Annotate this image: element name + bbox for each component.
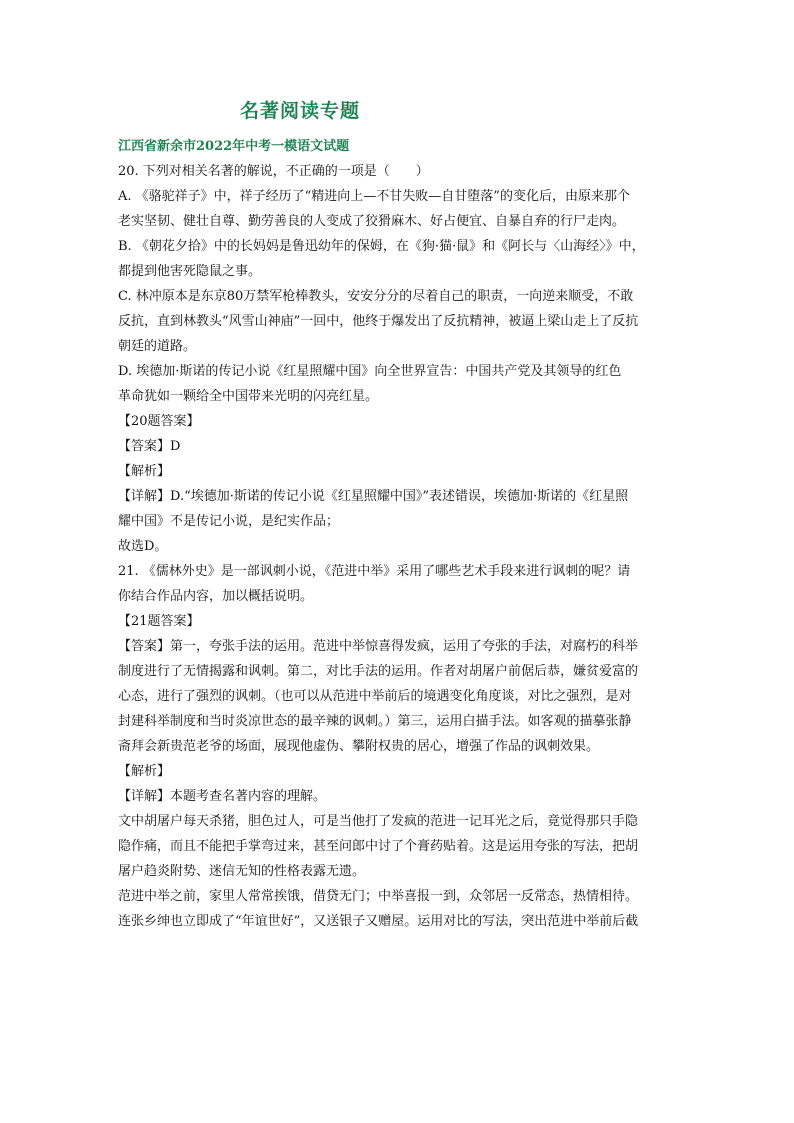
text-line: 心态，进行了强烈的讽刺。（也可以从范进中举前后的境遇变化角度谈，对比之强烈，是对 [118, 689, 632, 704]
text-line: D. 埃德加·斯诺的传记小说《红星照耀中国》向全世界宣告：中国共产党及其领导的红色 [118, 364, 622, 379]
text-line: 隐作痛，而且不能把手掌弯过来，甚至问郎中讨了个膏药贴着。这是运用夸张的写法，把胡 [118, 839, 639, 854]
text-line: 【答案】D [118, 439, 181, 454]
text-line: 【20题答案】 [118, 414, 200, 429]
text-line: 连张乡绅也立即成了“年谊世好”，又送银子又赠屋。运用对比的写法，突出范进中举前后截 [118, 914, 639, 929]
text-line: 【21题答案】 [118, 614, 200, 629]
text-line: 【详解】本题考查名著内容的理解。 [118, 789, 327, 804]
text-line: 文中胡屠户每天杀猪，胆色过人，可是当他打了发疯的范进一记耳光之后，竟觉得那只手隐 [118, 814, 639, 829]
document-body [118, 134, 678, 934]
text-line: 耀中国》不是传记小说，是纪实作品； [118, 514, 340, 529]
text-line: 范进中举之前，家里人常常挨饿，借贷无门；中举喜报一到，众邻居一反常态，热情相待。 [118, 889, 639, 904]
text-line: 斋拜会新贵范老爷的场面，展现他虚伪、攀附权贵的居心，增强了作品的讽刺效果。 [118, 739, 600, 754]
text-line: C. 林冲原本是东京80万禁军枪棒教头，安安分分的尽着自己的职责，一向逆来顺受，不敢 [118, 289, 634, 304]
text-line: 【详解】D.“埃德加·斯诺的传记小说《红星照耀中国》”表述错误，埃德加·斯诺的《红星照 [118, 489, 629, 504]
text-line: 故选D。 [118, 539, 168, 554]
text-line: 都提到他害死隐鼠之事。 [118, 264, 262, 279]
text-line: 【解析】 [118, 464, 171, 479]
text-line: 20. 下列对相关名著的解说，不正确的一项是（ ） [118, 164, 429, 179]
page-title: 名著阅读专题 [240, 100, 361, 122]
text-line: A. 《骆驼祥子》中，祥子经历了“精进向上—不甘失败—自甘堕落”的变化后，由原来那个 [118, 189, 630, 204]
text-line: 你结合作品内容，加以概括说明。 [118, 589, 314, 604]
text-line: 屠户趋炎附势、迷信无知的性格表露无遗。 [118, 864, 366, 879]
text-line: B. 《朝花夕拾》中的长妈妈是鲁迅幼年的保姆，在《狗·猫·鼠》和《阿长与〈山海经〉》中， [118, 239, 645, 254]
text-line: 革命犹如一颗给全中国带来光明的闪亮红星。 [118, 389, 379, 404]
text-line: 21. 《儒林外史》是一部讽刺小说，《范进中举》采用了哪些艺术手段来进行讽刺的呢？请 [118, 564, 631, 579]
text-line: 封建科举制度和当时炎凉世态的最辛辣的讽刺。）第三，运用白描手法。如客观的描摹张静 [118, 714, 632, 729]
text-line: 【解析】 [118, 764, 171, 779]
exam-source: 江西省新余市2022年中考一模语文试题 [118, 139, 350, 154]
text-lines [118, 159, 678, 934]
text-line: 制度进行了无情揭露和讽刺。第二，对比手法的运用。作者对胡屠户前倨后恭，嫌贫爱富的 [118, 664, 639, 679]
text-line: 【答案】第一，夸张手法的运用。范进中举惊喜得发疯，运用了夸张的手法，对腐朽的科举 [118, 639, 639, 654]
text-line: 朝廷的道路。 [118, 339, 197, 354]
text-line: 反抗，直到林教头“风雪山神庙”一回中，他终于爆发出了反抗精神，被逼上梁山走上了反抗 [118, 314, 639, 329]
text-line: 老实坚韧、健壮自尊、勤劳善良的人变成了狡猾麻木、好占便宜、自暴自弃的行尸走肉。 [118, 214, 626, 229]
